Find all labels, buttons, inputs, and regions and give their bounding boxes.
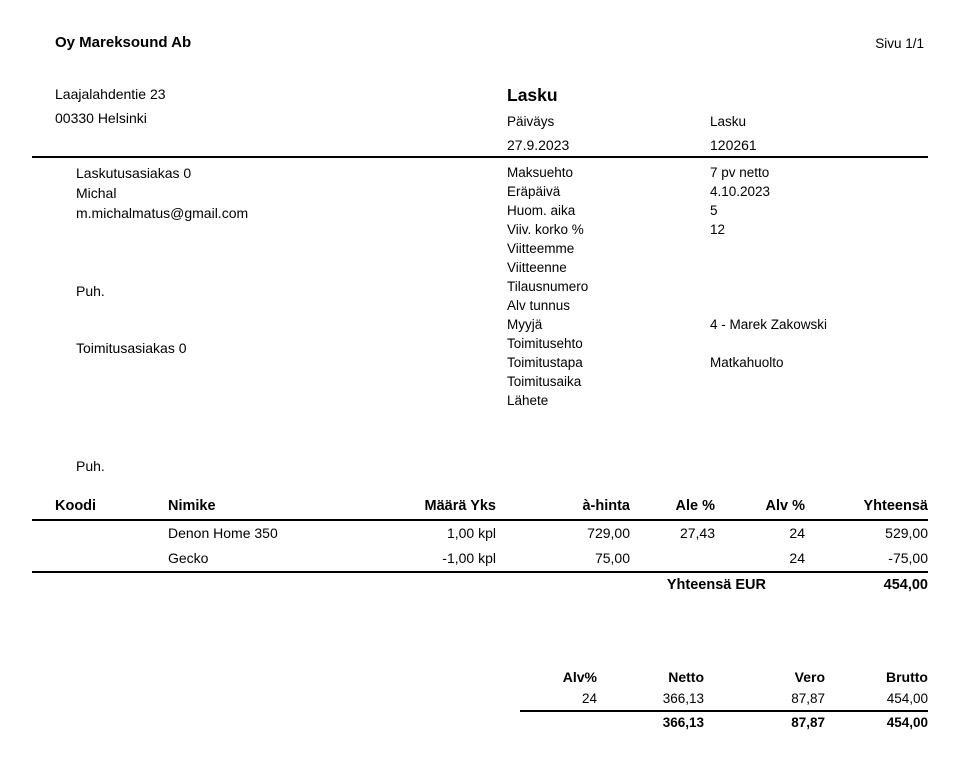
detail-label: Maksuehto	[507, 165, 574, 180]
sender-street: Laajalahdentie 23	[55, 86, 166, 102]
detail-row	[507, 315, 827, 334]
vat-total-netto: 366,13	[662, 715, 704, 730]
detail-value: Matkahuolto	[710, 355, 784, 370]
detail-label: Toimitusehto	[507, 336, 583, 351]
detail-label: Viitteenne	[507, 260, 567, 275]
sender-address	[55, 82, 166, 130]
detail-label: Eräpäivä	[507, 184, 561, 199]
sender-city: 00330 Helsinki	[55, 110, 147, 126]
detail-row	[507, 391, 827, 410]
detail-label: Alv tunnus	[507, 298, 571, 313]
invoice-total-label: Yhteensä EUR	[666, 577, 766, 593]
invoice-number-label: Lasku	[710, 114, 747, 129]
customer-name: Michal	[76, 185, 117, 201]
item-maara: -1,00 kpl	[442, 550, 496, 566]
line-items-table	[32, 494, 928, 594]
vat-column-header-alv: Alv%	[562, 669, 597, 685]
vat-vero: 87,87	[791, 691, 825, 706]
invoice-header-values	[507, 137, 757, 154]
detail-label: Viitteemme	[507, 241, 575, 256]
column-header-ahinta: à-hinta	[582, 498, 630, 514]
invoice-header-labels	[507, 113, 757, 130]
item-yhteensa: 529,00	[885, 525, 928, 541]
invoice-total-value: 454,00	[883, 577, 928, 593]
item-ale	[630, 546, 715, 571]
delivery-customer-label: Toimitusasiakas 0	[76, 340, 187, 356]
vat-column-header-netto: Netto	[668, 669, 704, 685]
detail-label: Tilausnumero	[507, 279, 589, 294]
vat-header-row	[520, 666, 928, 688]
detail-row	[507, 353, 827, 372]
column-header-nimike: Nimike	[168, 498, 216, 514]
column-header-yhteensa: Yhteensä	[863, 498, 928, 514]
vat-brutto: 454,00	[886, 691, 928, 706]
vat-total-rate-empty	[520, 715, 597, 731]
detail-value: 7 pv netto	[710, 165, 770, 180]
detail-row	[507, 258, 827, 277]
item-ahinta: 75,00	[594, 550, 630, 566]
detail-label: Lähete	[507, 393, 549, 408]
detail-label: Toimitustapa	[507, 355, 583, 370]
invoice-header	[507, 85, 757, 154]
detail-label: Myyjä	[507, 317, 543, 332]
column-header-maara: Määrä Yks	[424, 498, 496, 514]
phone-label-2: Puh.	[76, 458, 105, 474]
invoice-title: Lasku	[507, 85, 558, 105]
detail-label: Toimitusaika	[507, 374, 582, 389]
item-koodi	[32, 546, 145, 571]
billing-customer-block	[76, 163, 248, 223]
line-items-body	[32, 521, 928, 573]
line-item-row	[32, 546, 928, 571]
vat-summary-table	[520, 666, 928, 731]
detail-row	[507, 334, 827, 353]
billing-customer-label: Laskutusasiakas 0	[76, 165, 192, 181]
column-header-alv: Alv %	[765, 498, 805, 514]
customer-email: m.michalmatus@gmail.com	[76, 205, 249, 221]
invoice-details-list	[507, 163, 827, 410]
item-maara: 1,00 kpl	[446, 525, 496, 541]
vat-total-vero: 87,87	[791, 715, 825, 730]
invoice-total-row	[32, 573, 928, 594]
line-item-row	[32, 521, 928, 546]
item-yhteensa: -75,00	[888, 550, 928, 566]
vat-row	[520, 688, 928, 710]
phone-label: Puh.	[76, 283, 105, 299]
detail-value: 4.10.2023	[710, 184, 771, 199]
vat-netto: 366,13	[662, 691, 704, 706]
detail-row	[507, 296, 827, 315]
invoice-number-value: 120261	[710, 137, 757, 153]
invoice-date-label: Päiväys	[507, 114, 555, 129]
header-divider	[32, 156, 928, 158]
detail-label: Viiv. korko %	[507, 222, 584, 237]
item-koodi	[32, 521, 145, 546]
column-header-koodi: Koodi	[55, 498, 97, 514]
vat-column-header-brutto: Brutto	[886, 669, 928, 685]
detail-row	[507, 372, 827, 391]
vat-column-header-vero: Vero	[794, 669, 825, 685]
detail-row	[507, 182, 827, 201]
detail-row	[507, 163, 827, 182]
detail-row	[507, 220, 827, 239]
line-items-header	[32, 494, 928, 521]
detail-value: 5	[710, 203, 718, 218]
column-header-ale: Ale %	[675, 498, 715, 514]
page-indicator: Sivu 1/1	[875, 36, 924, 51]
item-ale: 27,43	[679, 525, 715, 541]
vat-total-row	[520, 710, 928, 731]
item-alv: 24	[789, 550, 805, 566]
detail-row	[507, 239, 827, 258]
company-name: Oy Mareksound Ab	[55, 34, 192, 51]
detail-value: 12	[710, 222, 726, 237]
invoice-date-value: 27.9.2023	[507, 137, 570, 153]
item-ahinta: 729,00	[587, 525, 630, 541]
detail-row	[507, 277, 827, 296]
item-nimike: Denon Home 350	[168, 525, 278, 541]
detail-label: Huom. aika	[507, 203, 576, 218]
detail-value: 4 - Marek Zakowski	[710, 317, 828, 332]
item-nimike: Gecko	[168, 550, 209, 566]
detail-row	[507, 201, 827, 220]
item-alv: 24	[789, 525, 805, 541]
vat-rate: 24	[581, 691, 597, 706]
vat-total-brutto: 454,00	[886, 715, 928, 730]
